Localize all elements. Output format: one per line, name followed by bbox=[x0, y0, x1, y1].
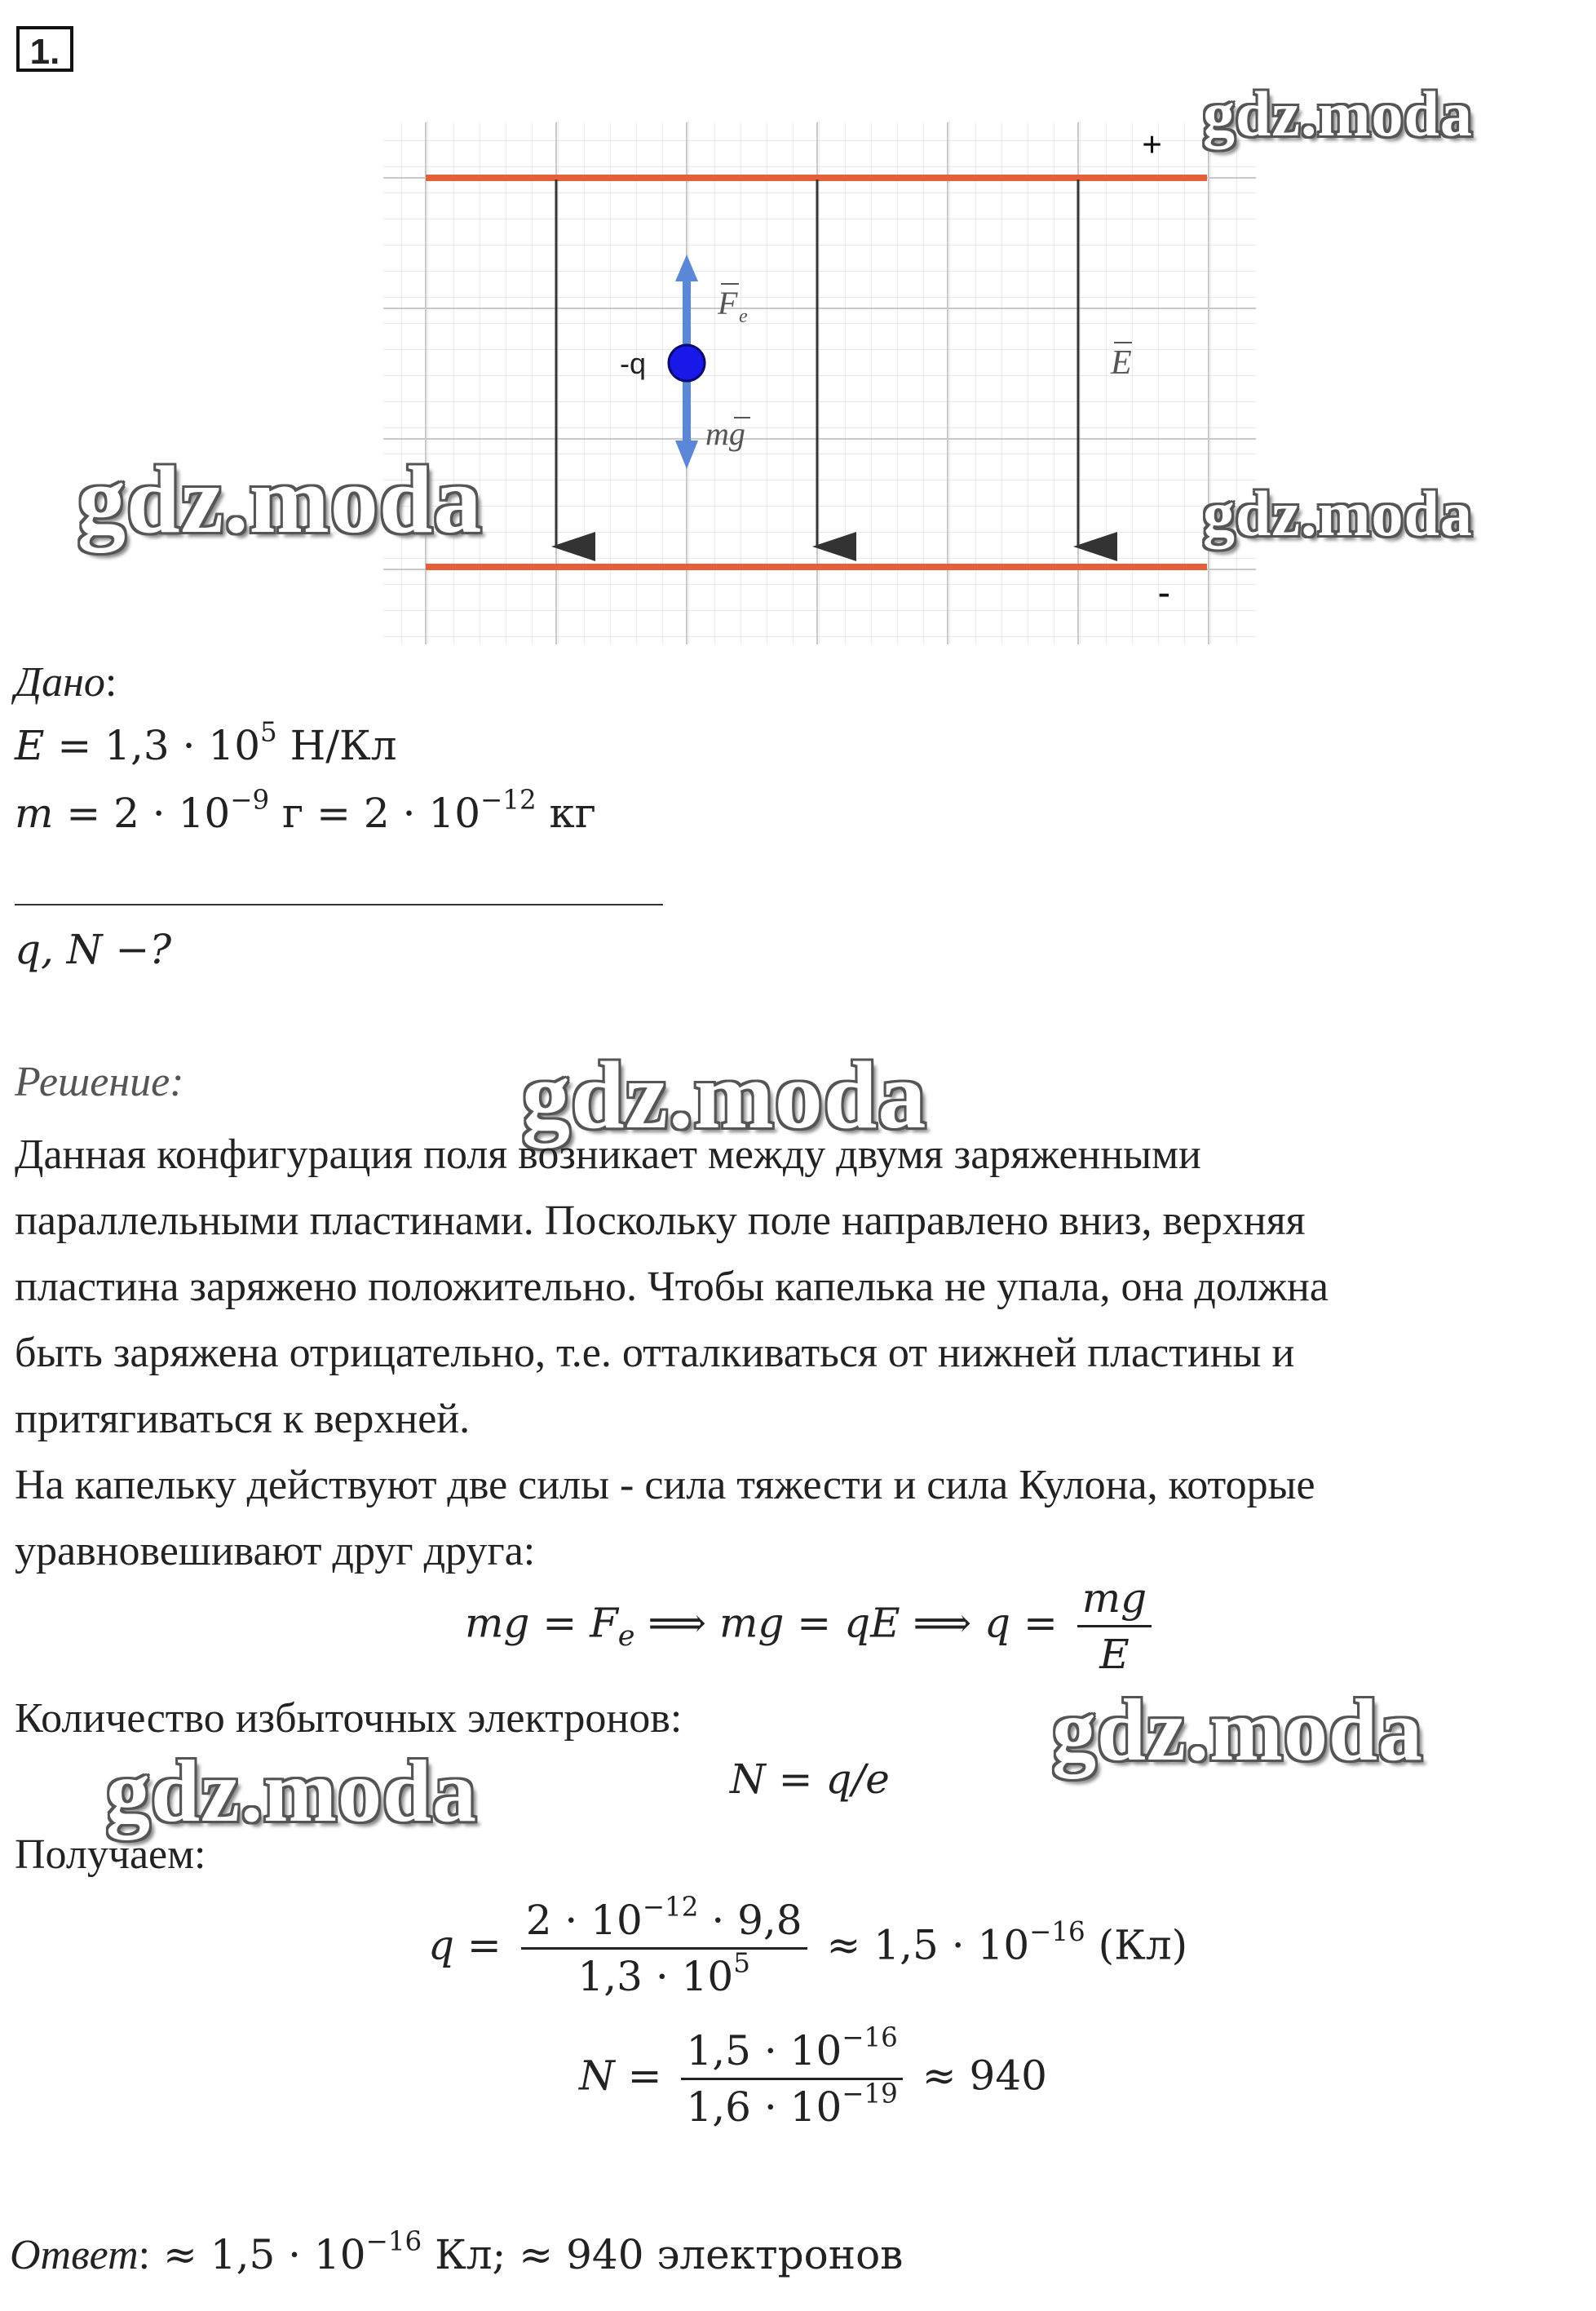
solution-line: На капельку действуют две силы - сила тяжести и сила Кулона, которые bbox=[15, 1462, 1315, 1508]
answer: Ответ: ≈ $1,5 \cdot 10^{-16}$ Кл; ≈ 940 электронов bbox=[10, 2225, 904, 2278]
solution-line: параллельными пластинами. Поскольку поле направлено вниз, верхняя bbox=[15, 1198, 1306, 1244]
watermark: gdz.moda bbox=[522, 1042, 927, 1149]
solution-line: Данная конфигурация поля возникает между двумя заряженными bbox=[15, 1131, 1201, 1178]
solution-title: Решение: bbox=[15, 1059, 184, 1105]
minus-sign: - bbox=[1158, 572, 1170, 612]
charge-label: -q bbox=[620, 347, 647, 380]
solution-text bbox=[15, 1122, 1329, 1584]
solution-line: быть заряжена отрицательно, т.е. отталкиваться от нижней пластины и bbox=[15, 1330, 1295, 1376]
field-label bbox=[1110, 343, 1132, 382]
svg-text:F: F bbox=[718, 285, 738, 321]
charge-droplet bbox=[669, 345, 705, 381]
solution-line: уравновешивают друг друга: bbox=[15, 1528, 536, 1574]
watermark: gdz.moda bbox=[77, 446, 483, 553]
given-title: Дано: bbox=[15, 659, 117, 706]
gravity-label bbox=[705, 415, 750, 452]
watermark: gdz.moda bbox=[1203, 478, 1473, 549]
given-mass: $m = 2 \cdot 10^{-9}$ $г = 2 \cdot 10^{-12}$ кг bbox=[15, 784, 596, 837]
electrons-text: Количество избыточных электронов: bbox=[15, 1695, 683, 1742]
electron-count-calculation: N = $\frac{1,5 \cdot 10^{-16}}{1,6 \cdot 10^{-19}}$ ≈ 940 bbox=[579, 2021, 1047, 2131]
electrons-formula: N = q/e bbox=[730, 1755, 890, 1803]
svg-text:E: E bbox=[1111, 344, 1132, 382]
watermark: gdz.moda bbox=[1052, 1682, 1424, 1779]
plus-sign: + bbox=[1142, 125, 1163, 165]
charge-calculation: q = $\frac{2 \cdot 10^{-12} \cdot 9,8}{1,3 \cdot 10^5}$ ≈ $1,5 \cdot 10^{-16}$ (Кл) bbox=[428, 1891, 1188, 2000]
task-number: 1. bbox=[16, 26, 73, 72]
solution-line: притягиваться к верхней. bbox=[15, 1396, 471, 1442]
solution-line: пластина заряжено положительно. Чтобы капелька не упала, она должна bbox=[15, 1264, 1329, 1310]
svg-text:e: e bbox=[739, 306, 748, 327]
svg-text:mg: mg bbox=[705, 415, 745, 452]
given-field-strength: $E = 1,3 \cdot 10^5$ Н/Кл bbox=[15, 716, 397, 769]
result-text: Получаем: bbox=[15, 1831, 206, 1878]
watermark: gdz.moda bbox=[1203, 78, 1473, 149]
answer-label: Ответ bbox=[10, 2232, 139, 2278]
find-quantities: q, N −? bbox=[15, 926, 172, 973]
given-divider bbox=[15, 904, 663, 905]
watermark: gdz.moda bbox=[106, 1743, 478, 1840]
equilibrium-formula: mg = $F_e$ ⟹ mg = qE ⟹ q = $\frac{mg}{E}$ bbox=[465, 1574, 1158, 1678]
field-diagram bbox=[375, 114, 1272, 653]
